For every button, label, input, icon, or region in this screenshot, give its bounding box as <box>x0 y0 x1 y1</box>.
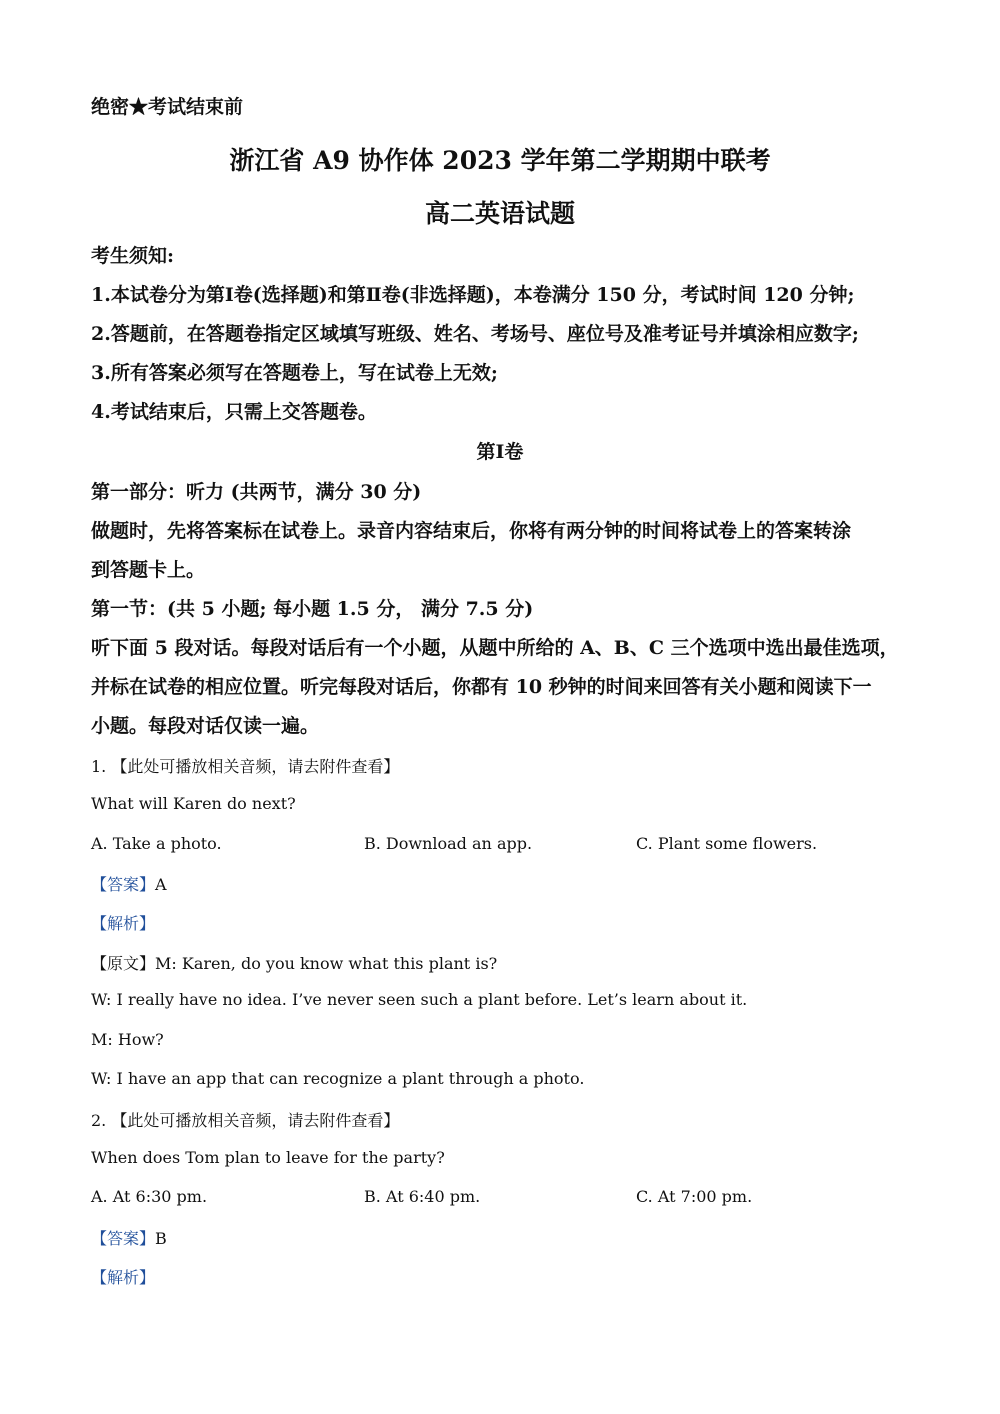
q1-transcript-line2: W: I really have no idea. I’ve never seen such a plant before. Let’s learn about it. <box>91 990 748 1009</box>
part1-instruction-line2: 到答题卡上。 <box>91 559 206 581</box>
q2-option-b: B. At 6:40 pm. <box>364 1187 481 1206</box>
q1-transcript-tag: 【原文】 <box>91 954 156 973</box>
part1-heading: 第一部分：听力 (共两节，满分 30 分) <box>91 481 422 503</box>
section1-line3: 小题。每段对话仅读一遍。 <box>91 715 320 737</box>
q1-transcript-line4: W: I have an app that can recognize a plant through a photo. <box>91 1069 585 1088</box>
q1-transcript-text1: M: Karen, do you know what this plant is? <box>155 954 498 973</box>
exam-title: 浙江省 A9 协作体 2023 学年第二学期期中联考 <box>229 146 771 175</box>
q2-answer-tag: 【答案】 <box>91 1229 156 1248</box>
section1-line1: 听下面 5 段对话。每段对话后有一个小题，从题中所给的 A、B、C 三个选项中选出最佳选项， <box>91 637 899 659</box>
q1-analysis-tag: 【解析】 <box>91 914 156 933</box>
q1-option-b: B. Download an app. <box>364 834 533 853</box>
q1-transcript-line1 <box>91 951 497 974</box>
q1-answer-value: A <box>155 875 167 894</box>
part1-instruction-line1: 做题时，先将答案标在试卷上。录音内容结束后，你将有两分钟的时间将试卷上的答案转涂 <box>91 520 852 542</box>
q1-answer-tag: 【答案】 <box>91 875 156 894</box>
q2-answer-value: B <box>155 1229 167 1248</box>
q1-option-a: A. Take a photo. <box>91 834 222 853</box>
subject-title: 高二英语试题 <box>424 199 575 228</box>
section1-heading: 第一节：(共 5 小题; 每小题 1.5 分， 满分 7.5 分) <box>91 598 534 620</box>
q2-option-c: C. At 7:00 pm. <box>636 1187 753 1206</box>
q2-answer <box>91 1226 167 1249</box>
notice-item-2: 2.答题前，在答题卷指定区域填写班级、姓名、考场号、座位号及准考证号并填涂相应数字; <box>91 323 859 345</box>
notice-heading: 考生须知: <box>91 245 175 267</box>
q1-option-c: C. Plant some flowers. <box>636 834 818 853</box>
q1-answer <box>91 872 167 895</box>
q2-audio-prompt: 2. 【此处可播放相关音频，请去附件查看】 <box>91 1111 400 1130</box>
secret-label: 绝密★考试结束前 <box>91 96 244 118</box>
q1-transcript-line3: M: How? <box>91 1030 164 1049</box>
q1-question: What will Karen do next? <box>91 794 296 813</box>
volume-heading: 第Ⅰ卷 <box>476 441 524 463</box>
q2-analysis-tag: 【解析】 <box>91 1268 156 1287</box>
q1-audio-prompt: 1. 【此处可播放相关音频，请去附件查看】 <box>91 757 400 776</box>
notice-item-1: 1.本试卷分为第Ⅰ卷(选择题)和第Ⅱ卷(非选择题)，本卷满分 150 分，考试时间 120 分钟; <box>91 284 855 306</box>
section1-line2: 并标在试卷的相应位置。听完每段对话后，你都有 10 秒钟的时间来回答有关小题和阅读下一 <box>91 676 872 698</box>
q2-option-a: A. At 6:30 pm. <box>91 1187 208 1206</box>
notice-item-3: 3.所有答案必须写在答题卷上，写在试卷上无效; <box>91 362 498 384</box>
q2-question: When does Tom plan to leave for the party? <box>91 1148 445 1167</box>
notice-item-4: 4.考试结束后，只需上交答题卷。 <box>91 401 377 423</box>
